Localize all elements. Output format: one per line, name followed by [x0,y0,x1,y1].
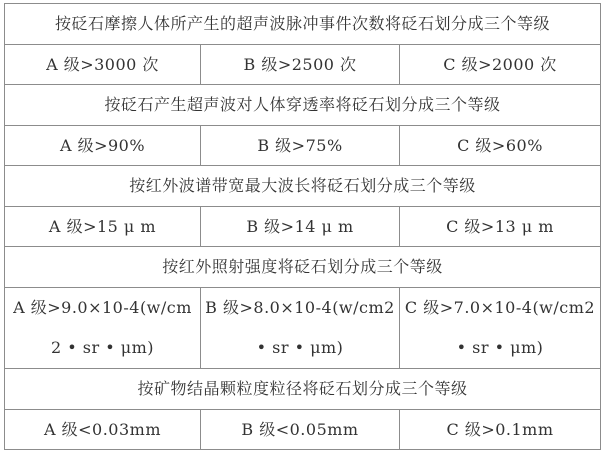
grade-a-cell: A 级>90% [5,126,201,166]
grade-a-cell: A 级>3000 次 [5,45,201,85]
grade-row [5,410,601,450]
grade-row [5,126,601,166]
section-heading: 按红外波谱带宽最大波长将砭石划分成三个等级 [5,166,601,207]
section-heading: 按红外照射强度将砭石划分成三个等级 [5,247,601,288]
section-heading: 按砭石产生超声波对人体穿透率将砭石划分成三个等级 [5,85,601,126]
grade-b-cell: B 级>75% [201,126,400,166]
grade-c-cell: C 级>2000 次 [400,45,601,85]
section-heading: 按矿物结晶颗粒度粒径将砭石划分成三个等级 [5,369,601,410]
grade-a-cell: A 级>9.0×10-4(w/cm2 • sr • μm) [5,288,201,369]
grade-c-cell: C 级>13 μ m [400,207,601,247]
grade-c-cell: C 级>0.1mm [400,410,601,450]
grade-a-cell: A 级>15 μ m [5,207,201,247]
grade-a-cell: A 级<0.03mm [5,410,201,450]
grade-row [5,207,601,247]
grade-b-cell: B 级>14 μ m [201,207,400,247]
section-heading-row [5,369,601,410]
section-heading-row [5,166,601,207]
grade-b-cell: B 级>8.0×10-4(w/cm2 • sr • μm) [201,288,400,369]
grade-c-cell: C 级>7.0×10-4(w/cm2 • sr • μm) [400,288,601,369]
grade-b-cell: B 级>2500 次 [201,45,400,85]
grade-b-cell: B 级<0.05mm [201,410,400,450]
grade-row [5,288,601,369]
grade-row [5,45,601,85]
section-heading-row [5,85,601,126]
grading-table [4,3,601,450]
section-heading: 按砭石摩擦人体所产生的超声波脉冲事件次数将砭石划分成三个等级 [5,4,601,45]
grade-c-cell: C 级>60% [400,126,601,166]
section-heading-row [5,4,601,45]
section-heading-row [5,247,601,288]
